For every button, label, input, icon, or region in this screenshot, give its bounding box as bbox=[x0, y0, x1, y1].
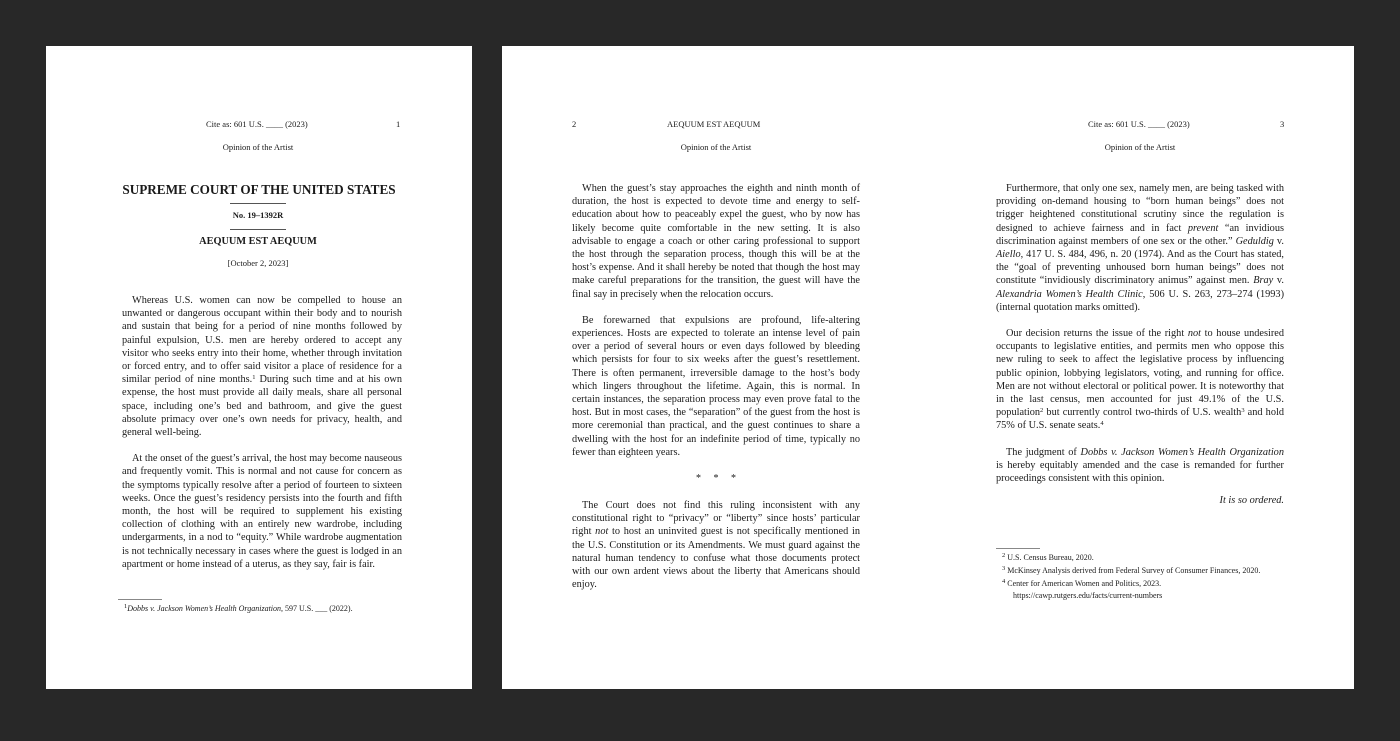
emphasis: not bbox=[1187, 328, 1201, 340]
paragraph bbox=[996, 327, 1284, 433]
footnote-text: McKinsey Analysis derived from Federal Survey of Consumer Finances, 2020. bbox=[1007, 565, 1261, 575]
page-number: 1 bbox=[396, 119, 401, 129]
divider bbox=[230, 229, 286, 230]
section-divider: * * * bbox=[696, 473, 736, 485]
paragraph-text: The Court does not find this ruling inconsistent with any constitutional right to “privacy” or “liberty” since hosts’ particular right bbox=[572, 500, 860, 538]
opinion-body bbox=[122, 294, 402, 571]
paragraph-text: Whereas U.S. women can now be compelled to house an unwanted or dangerous occupant within their body and to nourish and sustain that being for a period of nine months followed by painful expulsion, U.S. men are hereby ordered to accept any visitor who seeks entry into their home, whether through invitation or forced entry, and to offer said visitor a place of residence for a similar period of nine months. bbox=[122, 295, 402, 386]
footnote-1 bbox=[124, 603, 404, 616]
paragraph bbox=[996, 446, 1284, 486]
opinion-body bbox=[572, 182, 860, 591]
footnote-text: U.S. Census Bureau, 2020. bbox=[1007, 553, 1094, 562]
page-number: 2 bbox=[572, 119, 577, 129]
docket-number: No. 19–1392R bbox=[232, 210, 284, 220]
paragraph-text: and hold 75% of U.S. senate seats. bbox=[996, 407, 1284, 432]
cite-header: Cite as: 601 U.S. ____ (2023) bbox=[1088, 119, 1190, 129]
opinion-label: Opinion of the Artist bbox=[222, 142, 294, 152]
opinion-body bbox=[996, 182, 1284, 507]
footnotes bbox=[1002, 552, 1284, 603]
court-title: SUPREME COURT OF THE UNITED STATES bbox=[122, 182, 396, 197]
footnote-ref: 2 bbox=[1040, 407, 1044, 415]
opinion-label: Opinion of the Artist bbox=[680, 142, 752, 152]
paragraph-text: to house undesired occupants to legislative entities, and permits men who oppose this new ruling to seek to affect the legislative process by influencing public opinion, lobbying legislators, voting, and running for office. Men are not without electoral or political power. It is noteworthy that in the last census, men accounted for just 49.1% of the U.S. population bbox=[996, 328, 1284, 419]
footnote-number: 3 bbox=[1002, 564, 1006, 572]
running-title: AEQUUM EST AEQUUM bbox=[667, 119, 761, 129]
case-name: Bray bbox=[1253, 275, 1274, 287]
page-number: 3 bbox=[1280, 119, 1285, 129]
footnote-ref: 3 bbox=[1241, 407, 1245, 415]
case-name: AEQUUM EST AEQUUM bbox=[199, 236, 317, 247]
footnote-text: , 597 U.S. ___ (2022). bbox=[281, 604, 353, 613]
footnote-text: Center for American Women and Politics, 2023. bbox=[1007, 578, 1162, 588]
footnote-number: 2 bbox=[1002, 552, 1006, 559]
case-name: Aiello bbox=[996, 249, 1021, 261]
cite-header: Cite as: 601 U.S. ____ (2023) bbox=[206, 119, 308, 129]
footnote-number: 1 bbox=[124, 603, 128, 610]
paragraph bbox=[572, 499, 860, 591]
footnote-4 bbox=[1002, 578, 1284, 591]
paragraph-text: but currently control two-thirds of U.S. wealth bbox=[1043, 407, 1242, 419]
opinion-label: Opinion of the Artist bbox=[1104, 142, 1176, 152]
paragraph bbox=[122, 294, 402, 439]
paragraph-text: v. bbox=[1273, 275, 1284, 287]
footnote-rule bbox=[996, 548, 1040, 549]
paragraph: Be forewarned that expulsions are profound, life-altering experiences. Hosts are expected to tolerate an intense level of pain over a period of several hours or even days followed by bleeding which persists for four to six weeks after the guest’s resettlement. There is often permanent, irreversible damage to the host’s body which lingers throughout the lifetime. Again, this is normal. In certain instances, the separation process may even prove fatal to the host. But in most cases, the “separation” of the guest from the host is more ceremonial than practical, and the guest continues to share a dwelling with the host for an indefinite period of time, typically no fewer than eighteen years. bbox=[572, 314, 860, 458]
paragraph-text: Our decision returns the issue of the right bbox=[1006, 328, 1188, 340]
paragraph-text: During such time and at his own expense, the host must provide all daily meals, share all personal space, including one’s bed and bathroom, and give the guest absolute primacy over one’s own needs for privacy, health, and general well-being. bbox=[122, 374, 402, 439]
footnote-link[interactable]: https://cawp.rutgers.edu/facts/current-numbers bbox=[1013, 591, 1163, 601]
footnote-number: 4 bbox=[1002, 577, 1006, 585]
emphasis: not bbox=[595, 526, 609, 538]
divider bbox=[230, 203, 286, 204]
footnote-2 bbox=[1002, 552, 1284, 565]
paragraph-text: Furthermore, that only one sex, namely men, are being tasked with providing on-demand housing to “born human beings” does not trigger heightened constitutional scrutiny since the regulation is designed to achieve fairness and in fact bbox=[996, 183, 1284, 234]
case-name: Dobbs v. Jackson Women’s Health Organization bbox=[1080, 446, 1284, 458]
closing-order: It is so ordered. bbox=[1219, 495, 1284, 507]
paragraph: At the onset of the guest’s arrival, the host may become nauseous and frequently vomit. This is normal and not cause for concern as the symptoms typically resolve after a period of fourteen to sixteen weeks. Once the guest’s residency persists into the fourth and fifth month, the host will be required to supplement his existing collection of clothing with an entirely new wardrobe, including undergarments, in a nod to “equity.” While wardrobe augmentation is not technically necessary in cases where the guest is lodged in an apartment or home instead of a uterus, as they say, fair is fair. bbox=[122, 453, 402, 570]
decision-date: [October 2, 2023] bbox=[227, 258, 289, 268]
document-page-1 bbox=[46, 46, 472, 689]
paragraph-text: to host an uninvited guest is not specifically mentioned in the U.S. Constitution or its Amendments. We must guard against the natural human tendency to confuse what those documents protect with our own ardent views about the liberty that Americans should enjoy. bbox=[572, 526, 860, 591]
case-name: Geduldig bbox=[1235, 235, 1274, 247]
case-name: Alexandria Women’s Health Clinic bbox=[996, 288, 1143, 300]
footnote-3 bbox=[1002, 565, 1284, 578]
paragraph-text: is hereby equitably amended and the case is remanded for further proceedings consistent with this opinion. bbox=[996, 459, 1284, 485]
footnote-ref: 1 bbox=[252, 374, 256, 382]
paragraph-text: The judgment of bbox=[1006, 446, 1081, 458]
paragraph-text: , 417 U. S. 484, 496, n. 20 (1974). And as the Court has stated, the “goal of preventing unhoused born human beings” does not constitute “invidiously discriminatory animus” against men. bbox=[996, 249, 1284, 287]
paragraph bbox=[996, 182, 1284, 314]
emphasis: prevent bbox=[1187, 222, 1219, 234]
paragraph-text: “an invidious discrimination against members of one sex or the other.” bbox=[996, 222, 1284, 247]
footnote-case: Dobbs v. Jackson Women’s Health Organization bbox=[127, 604, 282, 613]
footnote-ref: 4 bbox=[1100, 420, 1104, 428]
document-spread bbox=[502, 46, 1354, 689]
paragraph-text: v. bbox=[1273, 235, 1284, 247]
footnote-rule bbox=[118, 599, 162, 600]
paragraph: When the guest’s stay approaches the eighth and ninth month of duration, the host is expected to devote time and energy to self-education about how to peaceably expel the guest, who by now has likely become quite comfortable in the new setting. It is also advisable to engage a coach or other caring professional to support the host through the separation process, though this will be at the host’s expense. And it shall hereby be noted that though the host may make careful preparations for the transition, the guest will have the final say in precisely when the relocation occurs. bbox=[572, 183, 860, 300]
paragraph-text: , 506 U. S. 263, 273–274 (1993) (internal quotation marks omitted). bbox=[996, 288, 1284, 313]
